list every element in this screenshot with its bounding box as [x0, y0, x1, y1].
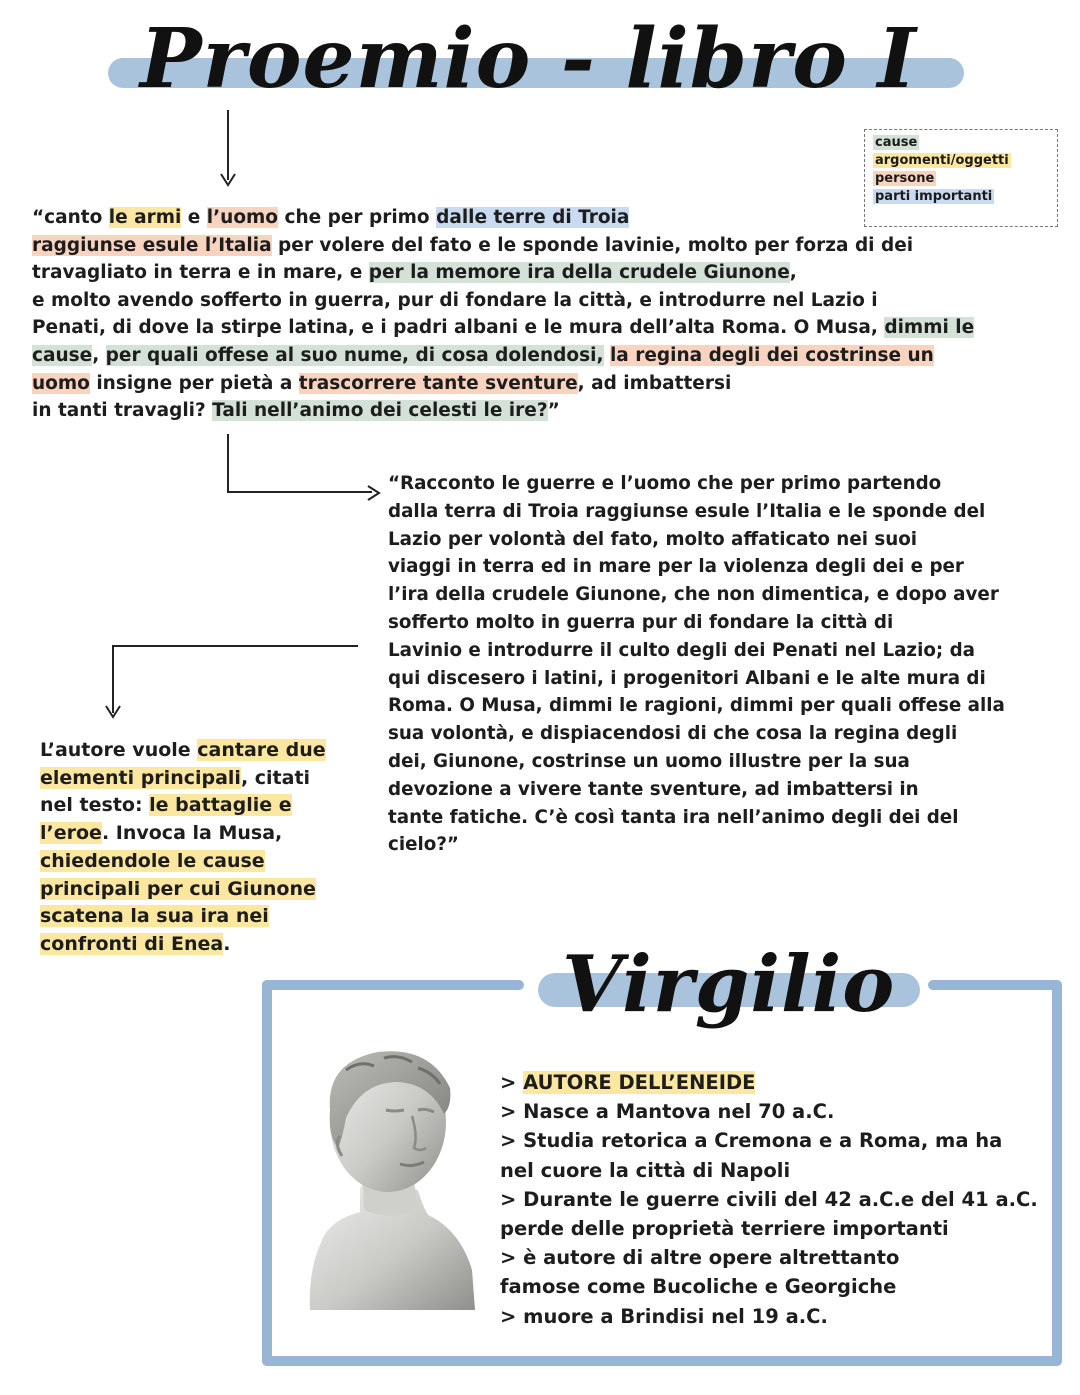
translation-1	[32, 204, 1052, 425]
text-line: cause, per quali offese al suo nume, di cosa dolendosi, la regina degli dei costrinse un	[32, 344, 934, 366]
legend-item-argomenti: argomenti/oggetti	[875, 153, 1009, 168]
connector-vertical	[227, 434, 229, 492]
text-line: sofferto molto in guerra pur di fondare la città di	[388, 611, 894, 633]
virgil-bust-image	[300, 1040, 475, 1312]
bullet-item: > Nasce a Mantova nel 70 a.C.	[500, 1100, 835, 1124]
text-line: dei, Giunone, costrinse un uomo illustre per la sua	[388, 750, 910, 772]
text-line: l’ira della crudele Giunone, che non dimentica, e dopo aver	[388, 584, 999, 606]
bullet-item: > Durante le guerre civili del 42 a.C.e del 41 a.C.	[500, 1187, 1038, 1211]
bullet-item: > muore a Brindisi nel 19 a.C.	[500, 1304, 828, 1328]
text-line: in tanti travagli? Tali nell’animo dei celesti le ire?”	[32, 400, 560, 422]
virgilio-title: Virgilio	[562, 939, 896, 1030]
text-line: qui discesero i latini, i progenitori Albani e le alte mura di	[388, 667, 986, 689]
legend-item-persone: persone	[875, 171, 935, 186]
bullet-item: > AUTORE DELL’ENEIDE	[500, 1071, 756, 1094]
text-line: scatena la sua ira nei	[40, 905, 269, 928]
text-line: Lavinio e introdurre il culto degli dei Penati nel Lazio; da	[388, 639, 975, 661]
text-line: devozione a vivere tante sventure, ad imbattersi in	[388, 778, 919, 800]
text-line: “Racconto le guerre e l’uomo che per primo partendo	[388, 473, 942, 494]
text-line: e molto avendo sofferto in guerra, pur di fondare la città, e introdurre nel Lazio i	[32, 289, 878, 311]
text-line: principali per cui Giunone	[40, 877, 316, 900]
virgilio-bullets	[500, 1068, 1050, 1331]
frame-left	[262, 980, 272, 1366]
arrow-down-icon	[104, 704, 122, 720]
text-line: viaggi in terra ed in mare per la violenza degli dei e per	[388, 556, 964, 578]
text-line: elementi principali, citati	[40, 766, 311, 789]
page-title: Proemio - libro I	[140, 11, 917, 107]
connector-horizontal	[112, 645, 358, 647]
arrow-line	[227, 110, 229, 180]
arrow-down-icon	[219, 172, 237, 188]
frame-right	[1052, 980, 1062, 1366]
translation-2	[388, 470, 1068, 859]
bullet-item: nel cuore la città di Napoli	[500, 1158, 791, 1182]
legend-item-parti: parti importanti	[875, 189, 993, 204]
text-line: dalla terra di Troia raggiunse esule l’Italia e le sponde del	[388, 500, 986, 522]
bullet-item: > è autore di altre opere altrettanto	[500, 1246, 900, 1270]
text-line: cielo?”	[388, 834, 459, 856]
text-line: tante fatiche. C’è così tanta ira nell’animo degli dei del	[388, 806, 959, 828]
legend-item-cause: cause	[875, 135, 918, 150]
text-line: chiedendole le cause	[40, 849, 265, 872]
text-line: “canto le armi e l’uomo che per primo dalle terre di Troia	[32, 207, 630, 228]
text-line: travagliato in terra e in mare, e per la memore ira della crudele Giunone,	[32, 262, 797, 284]
bullet-item: perde delle proprietà terriere importanti	[500, 1217, 949, 1241]
text-line: sua volontà, e dispiacendosi di che cosa la regina degli	[388, 723, 958, 745]
text-line: uomo insigne per pietà a trascorrere tante sventure, ad imbattersi	[32, 372, 732, 394]
frame-bottom	[262, 1356, 1062, 1366]
text-line: Lazio per volontà del fato, molto affaticato nei suoi	[388, 528, 918, 550]
text-line: nel testo: le battaglie e	[40, 794, 292, 817]
frame-top-right	[928, 980, 1062, 990]
frame-top-left	[262, 980, 524, 990]
arrow-right-icon	[366, 484, 382, 502]
text-line: Penati, di dove la stirpe latina, e i padri albani e le mura dell’alta Roma. O Musa, dimmi le	[32, 317, 975, 339]
bullet-item: > Studia retorica a Cremona e a Roma, ma ha	[500, 1129, 1003, 1153]
text-line: Roma. O Musa, dimmi le ragioni, dimmi per quali offese alla	[388, 695, 1005, 717]
connector-horizontal	[227, 491, 372, 493]
connector-vertical	[112, 645, 114, 713]
text-line: raggiunse esule l’Italia per volere del fato e le sponde lavinie, molto per forza di dei	[32, 234, 914, 256]
text-line: confronti di Enea.	[40, 932, 231, 955]
author-note	[40, 737, 370, 959]
text-line: l’eroe. Invoca la Musa,	[40, 822, 283, 845]
bullet-item: famose come Bucoliche e Georgiche	[500, 1275, 897, 1299]
text-line: L’autore vuole cantare due	[40, 739, 326, 761]
